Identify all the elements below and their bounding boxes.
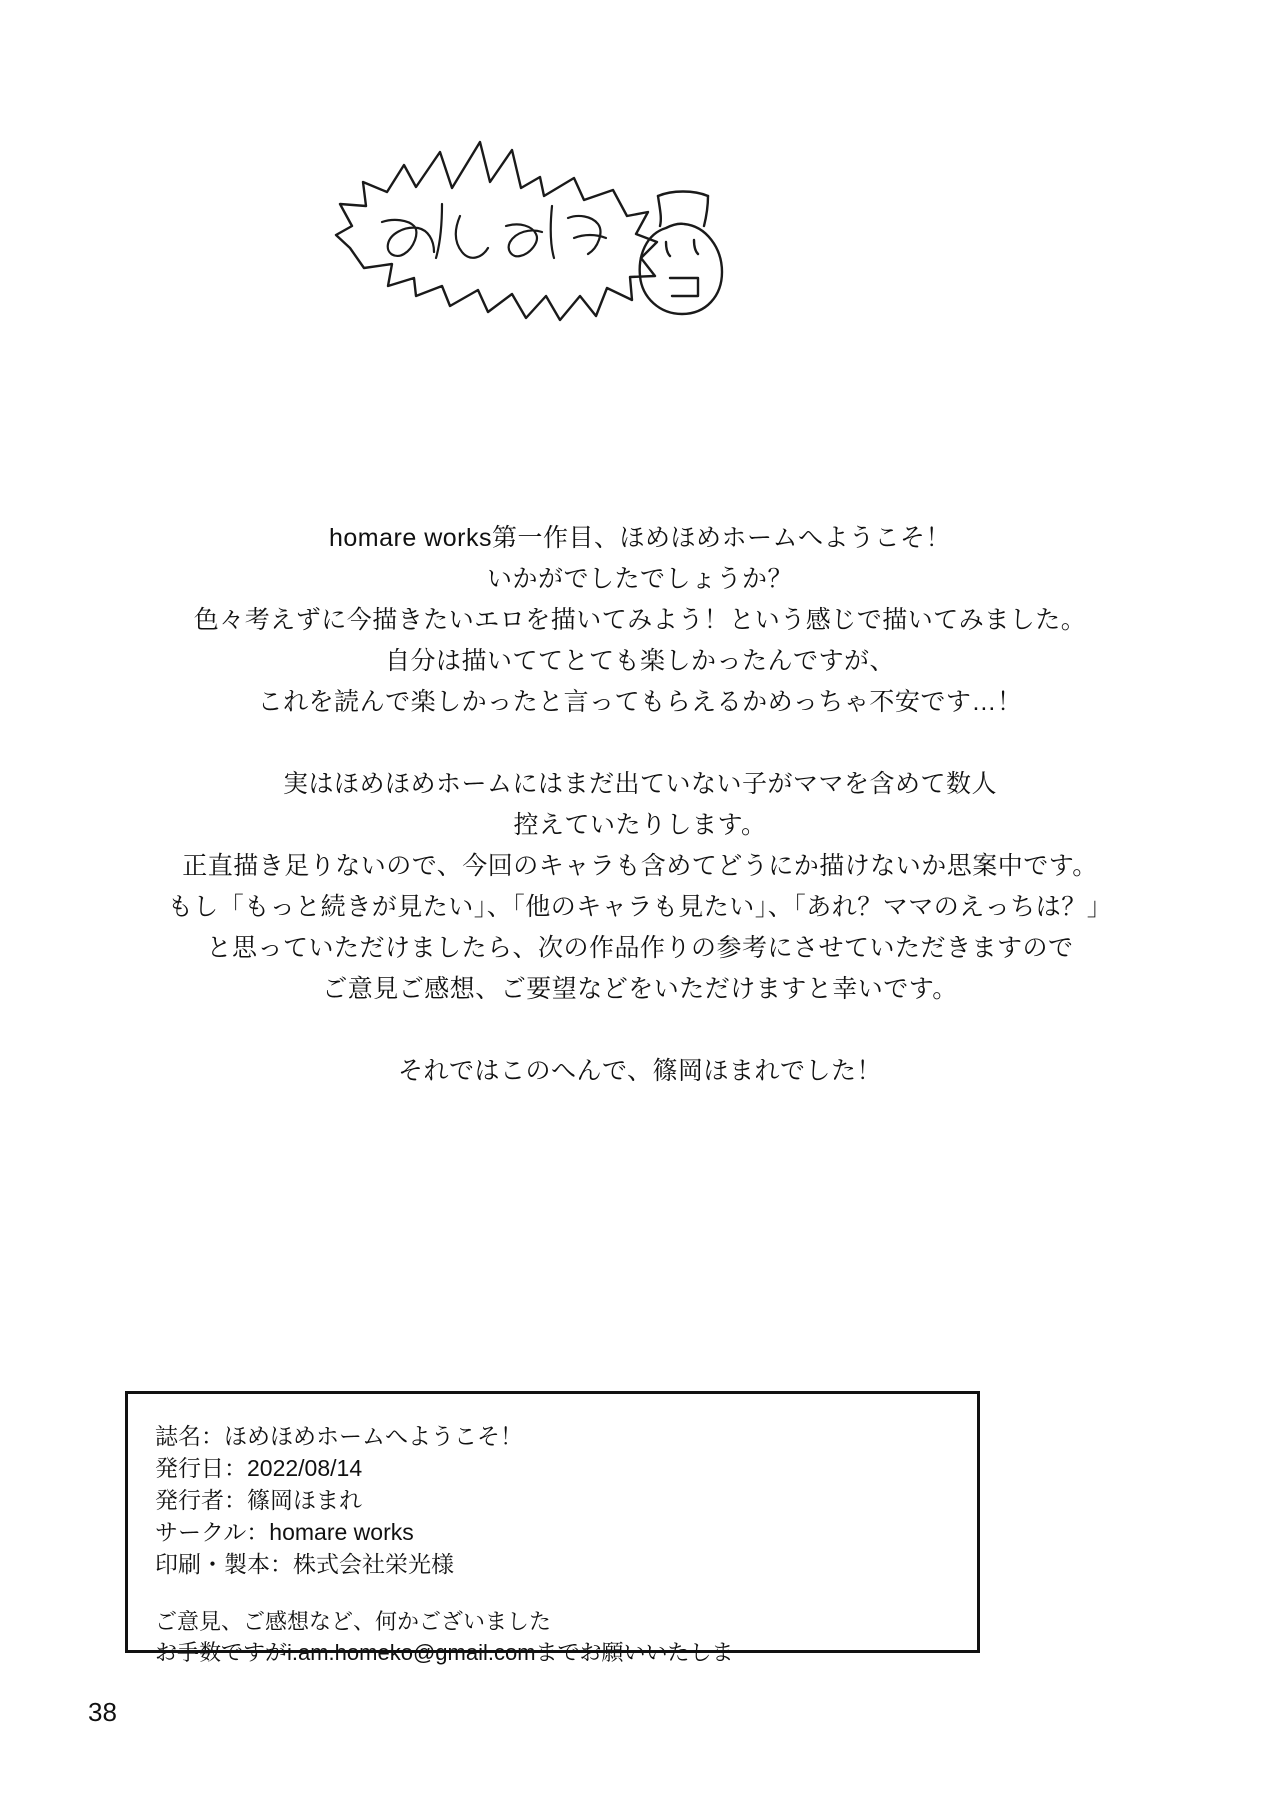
afterword-paragraph-1 bbox=[0, 518, 1280, 723]
paragraph-spacer bbox=[0, 1010, 1280, 1051]
afterword-text bbox=[0, 518, 1280, 1092]
afterword-line: 控えていたりします。 bbox=[513, 811, 767, 839]
afterword-line: homare works第一作目、ほめほめホームへようこそ！ bbox=[329, 524, 951, 552]
page-number: 38 bbox=[88, 1697, 117, 1727]
colophon-author-line: 発行者：篠岡ほまれ bbox=[155, 1487, 362, 1513]
doodle-handwriting bbox=[382, 204, 606, 258]
afterword-line: もし「もっと続きが見たい」、「他のキャラも見たい」、「あれ？ママのえっちは？」 bbox=[167, 893, 1113, 921]
afterword-line: ご意見ご感想、ご要望などをいただけますと幸いです。 bbox=[322, 975, 958, 1003]
afterword-line: 正直描き足りないので、今回のキャラも含めてどうにか描けないか思案中です。 bbox=[182, 852, 1098, 880]
colophon-contact-line: ご意見、ご感想など、何かございました bbox=[155, 1609, 552, 1634]
afterword-line: と思っていただけましたら、次の作品作りの参考にさせていただきますので bbox=[206, 934, 1074, 962]
afterword-line: 色々考えずに今描きたいエロを描いてみよう！という感じで描いてみました。 bbox=[193, 606, 1087, 634]
colophon-title-line: 誌名：ほめほめホームへようこそ！ bbox=[155, 1423, 523, 1449]
afterword-paragraph-2 bbox=[0, 764, 1280, 1010]
colophon-printer-line: 印刷・製本：株式会社栄光様 bbox=[155, 1551, 454, 1577]
afterword-line: 自分は描いててとても楽しかったんですが、 bbox=[384, 647, 895, 675]
colophon-contact bbox=[155, 1606, 977, 1668]
hand-drawn-doodle bbox=[330, 130, 830, 360]
colophon-date-line: 発行日：2022/08/14 bbox=[155, 1455, 363, 1481]
doodle-face-icon bbox=[640, 192, 722, 315]
afterword-line: 実はほめほめホームにはまだ出ていない子がママを含めて数人 bbox=[282, 770, 997, 798]
afterword-paragraph-3 bbox=[0, 1051, 1280, 1092]
afterword-line: いかがでしたでしょうか？ bbox=[486, 565, 793, 593]
jagged-speech-bubble-icon bbox=[336, 142, 657, 320]
afterword-line: これを読んで楽しかったと言ってもらえるかめっちゃ不安です…！ bbox=[257, 688, 1023, 716]
colophon-box bbox=[125, 1391, 980, 1665]
paragraph-spacer bbox=[0, 723, 1280, 764]
colophon-contact-email-line: お手数ですがi.am.homeko@gmail.comまでお願いいたしま bbox=[155, 1640, 734, 1665]
colophon-circle-line: サークル：homare works bbox=[155, 1519, 414, 1545]
afterword-line: それではこのへんで、篠岡ほまれでした！ bbox=[397, 1057, 882, 1085]
